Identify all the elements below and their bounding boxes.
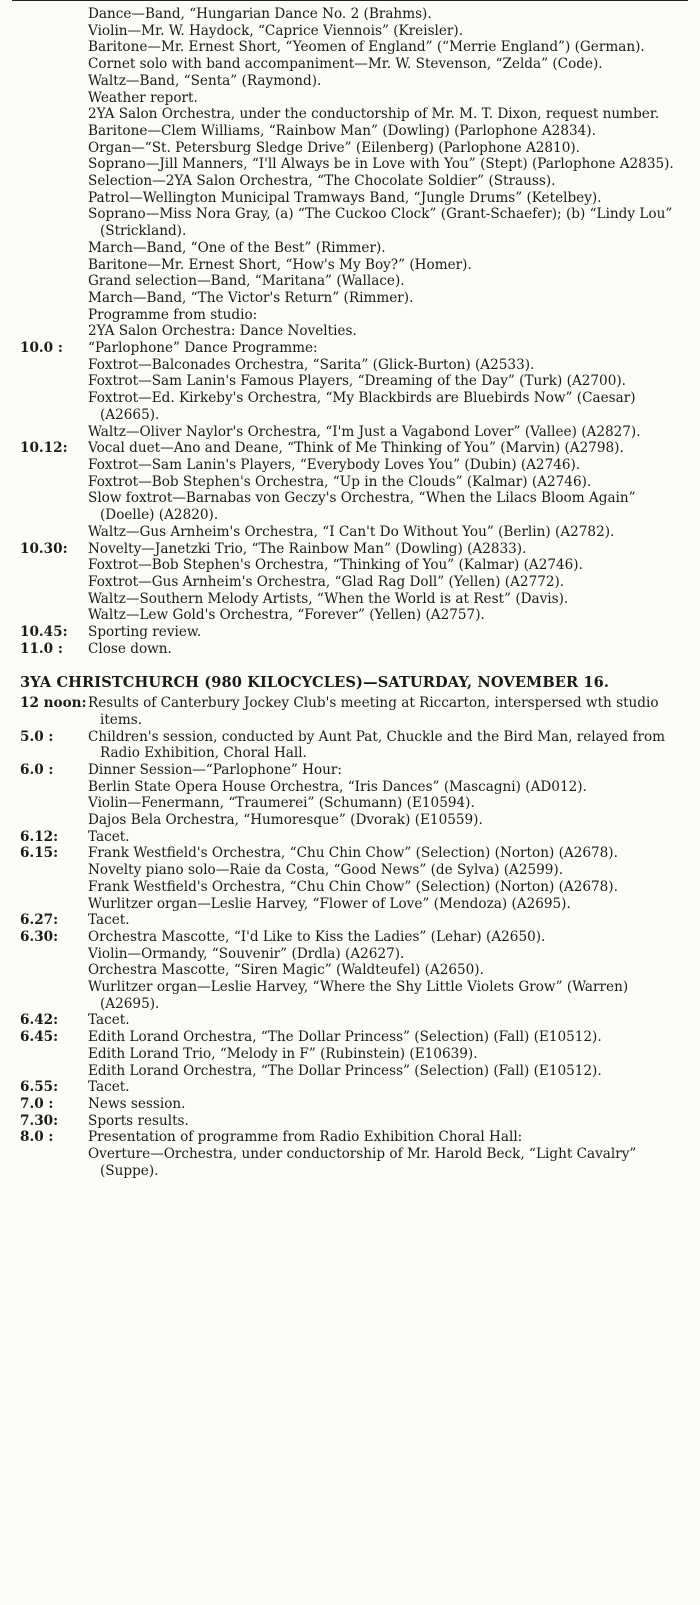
entry-text: News session. — [88, 1096, 186, 1112]
programme-entry — [0, 762, 700, 779]
programme-entry — [0, 156, 700, 173]
programme-entry — [0, 424, 700, 441]
entry-text: Tacet. — [88, 828, 130, 845]
entry-text: Children's session, conducted by Aunt Pat, Chuckle and the Bird Man, relayed from Radio Exhibition, Choral Hall. — [88, 728, 666, 762]
entry-text: Tacet. — [88, 912, 130, 929]
programme-entry — [0, 56, 700, 73]
station-heading-3ya: 3YA CHRISTCHURCH (980 KILOCYCLES)—SATURDAY, NOVEMBER 16. — [20, 674, 610, 692]
entry-text: Dance—Band, “Hungarian Dance No. 2 (Brahms). — [88, 6, 432, 22]
entry-text: Foxtrot—Sam Lanin's Players, “Everybody Loves You” (Dubin) (A2746). — [88, 456, 581, 473]
entry-time: 10.45: — [20, 624, 68, 641]
entry-time: 6.55: — [20, 1079, 59, 1096]
entry-text: Violin—Ormandy, “Souvenir” (Drdla) (A2627). — [88, 945, 405, 962]
entry-text: Slow foxtrot—Barnabas von Geczy's Orchestra, “When the Lilacs Bloom Again” (Doelle) (A2820). — [88, 490, 636, 524]
entry-text: Edith Lorand Trio, “Melody in F” (Rubinstein) (E10639). — [88, 1045, 478, 1062]
entry-text: Berlin State Opera House Orchestra, “Iris Dances” (Mascagni) (AD012). — [88, 778, 587, 795]
entry-text: Novelty—Janetzki Trio, “The Rainbow Man” (Dowling) (A2833). — [88, 540, 527, 557]
entry-text: Violin—Mr. W. Haydock, “Caprice Viennois” (Kreisler). — [88, 22, 464, 39]
entry-text: Sports results. — [88, 1112, 189, 1129]
entry-time: 6.0 : — [20, 761, 54, 778]
entry-text: Waltz—Southern Melody Artists, “When the World is at Rest” (Davis). — [88, 590, 569, 607]
programme-entry — [0, 574, 700, 591]
entry-text: Violin—Fenermann, “Traumerei” (Schumann) (E10594). — [88, 795, 475, 812]
programme-entry — [0, 812, 700, 829]
entry-text: Overture—Orchestra, under conductorship of Mr. Harold Beck, “Light Cavalry” (Suppe). — [88, 1146, 637, 1179]
programme-entry — [0, 1096, 700, 1113]
entry-time: 11.0 : — [20, 640, 63, 657]
entry-text: Results of Canterbury Jockey Club's meeting at Riccarton, interspersed wth studio items. — [88, 695, 659, 728]
entry-text: Vocal duet—Ano and Deane, “Think of Me Thinking of You” (Marvin) (A2798). — [88, 440, 624, 457]
programme-entry — [0, 90, 700, 107]
entry-time: 5.0 : — [20, 728, 54, 745]
programme-entry — [0, 140, 700, 157]
entry-text: Wurlitzer organ—Leslie Harvey, “Where the Shy Little Violets Grow” (Warren) (A2695). — [88, 979, 629, 1012]
entry-text: March—Band, “The Victor's Return” (Rimmer). — [88, 289, 414, 306]
programme-entry — [0, 1113, 700, 1130]
entry-time: 6.27: — [20, 912, 59, 929]
entry-text: Baritone—Mr. Ernest Short, “How's My Boy?” (Homer). — [88, 256, 472, 273]
programme-entry — [0, 896, 700, 913]
entry-text: Tacet. — [88, 1079, 130, 1096]
entry-text: Foxtrot—Gus Arnheim's Orchestra, “Glad Rag Doll” (Yellen) (A2772). — [88, 573, 565, 590]
entry-text: Dinner Session—“Parlophone” Hour: — [88, 761, 343, 778]
entry-time: 6.42: — [20, 1012, 59, 1029]
programme-entry — [0, 340, 700, 357]
programme-entry — [0, 557, 700, 574]
entry-text: Programme from studio: — [88, 306, 258, 323]
programme-entry — [0, 962, 700, 979]
programme-entry — [0, 829, 700, 846]
programme-entry — [0, 946, 700, 963]
programme-entry — [0, 979, 700, 1012]
programme-entry — [0, 373, 700, 390]
programme-entry — [0, 357, 700, 374]
programme-entry — [0, 591, 700, 608]
entry-time: 12 noon: — [20, 695, 87, 712]
programme-entry — [0, 1079, 700, 1096]
programme-entry — [0, 1129, 700, 1146]
entry-time: 10.0 : — [20, 340, 63, 357]
entry-text: Sporting review. — [88, 624, 202, 641]
programme-entry — [0, 457, 700, 474]
entry-text: Foxtrot—Bob Stephen's Orchestra, “Up in the Clouds” (Kalmar) (A2746). — [88, 473, 592, 490]
programme-entry — [0, 190, 700, 207]
entry-text: Novelty piano solo—Raie da Costa, “Good News” (de Sylva) (A2599). — [88, 862, 564, 879]
entry-text: Waltz—Lew Gold's Orchestra, “Forever” (Yellen) (A2757). — [88, 607, 485, 624]
entry-text: Orchestra Mascotte, “Siren Magic” (Waldteufel) (A2650). — [88, 962, 484, 979]
section-3ya-christchurch — [0, 695, 700, 1179]
entry-text: Frank Westfield's Orchestra, “Chu Chin Chow” (Selection) (Norton) (A2678). — [88, 845, 618, 862]
programme-entry — [0, 795, 700, 812]
programme-entry — [0, 474, 700, 491]
entry-time: 6.15: — [20, 845, 59, 862]
entry-text: Weather report. — [88, 89, 198, 106]
entry-text: 2YA Salon Orchestra: Dance Novelties. — [88, 323, 357, 340]
programme-entry — [0, 541, 700, 558]
entry-time: 8.0 : — [20, 1129, 54, 1146]
programme-entry — [0, 440, 700, 457]
entry-text: Edith Lorand Orchestra, “The Dollar Princess” (Selection) (Fall) (E10512). — [88, 1062, 602, 1079]
programme-entry — [0, 1046, 700, 1063]
programme-entry — [0, 206, 700, 239]
programme-entry — [0, 1063, 700, 1080]
entry-text: 2YA Salon Orchestra, under the conductorship of Mr. M. T. Dixon, request number. — [88, 106, 660, 123]
entry-time: 10.30: — [20, 540, 68, 557]
programme-entry — [0, 1012, 700, 1029]
entry-text: Grand selection—Band, “Maritana” (Wallace). — [88, 273, 405, 290]
programme-entry — [0, 323, 700, 340]
programme-entry — [0, 73, 700, 90]
entry-time: 6.12: — [20, 828, 59, 845]
entry-text: Frank Westfield's Orchestra, “Chu Chin Chow” (Selection) (Norton) (A2678). — [88, 878, 618, 895]
entry-time: 7.30: — [20, 1112, 59, 1129]
entry-text: Cornet solo with band accompaniment—Mr. W. Stevenson, “Zelda” (Code). — [88, 56, 603, 73]
entry-time: 7.0 : — [20, 1096, 54, 1112]
programme-entry — [0, 1146, 700, 1179]
entry-text: Foxtrot—Balconades Orchestra, “Sarita” (Glick-Burton) (A2533). — [88, 356, 535, 373]
entry-text: Edith Lorand Orchestra, “The Dollar Princess” (Selection) (Fall) (E10512). — [88, 1029, 602, 1046]
entry-text: Close down. — [88, 640, 172, 657]
entry-text: Baritone—Clem Williams, “Rainbow Man” (Dowling) (Parlophone A2834). — [88, 122, 596, 139]
programme-entry — [0, 257, 700, 274]
programme-entry — [0, 123, 700, 140]
entry-text: Patrol—Wellington Municipal Tramways Band, “Jungle Drums” (Ketelbey). — [88, 189, 602, 206]
entry-text: Orchestra Mascotte, “I'd Like to Kiss the Ladies” (Lehar) (A2650). — [88, 928, 546, 945]
programme-entry — [0, 929, 700, 946]
programme-entry — [0, 912, 700, 929]
entry-text: March—Band, “One of the Best” (Rimmer). — [88, 239, 386, 256]
programme-entry — [0, 1029, 700, 1046]
programme-entry — [0, 862, 700, 879]
entry-time: 6.45: — [20, 1029, 59, 1046]
programme-entry — [0, 641, 700, 658]
entry-text: Presentation of programme from Radio Exhibition Choral Hall: — [88, 1129, 523, 1146]
entry-text: Tacet. — [88, 1012, 130, 1029]
programme-listing — [0, 6, 700, 1180]
programme-entry — [0, 779, 700, 796]
entry-text: Foxtrot—Bob Stephen's Orchestra, “Thinking of You” (Kalmar) (A2746). — [88, 557, 583, 574]
programme-entry — [0, 240, 700, 257]
programme-entry — [0, 290, 700, 307]
programme-entry — [0, 23, 700, 40]
programme-entry — [0, 607, 700, 624]
entry-text: Soprano—Miss Nora Gray, (a) “The Cuckoo Clock” (Grant-Schaefer); (b) “Lindy Lou” (Strickland). — [88, 206, 673, 240]
entry-text: Organ—“St. Petersburg Sledge Drive” (Eilenberg) (Parlophone A2810). — [88, 139, 580, 156]
entry-text: Dajos Bela Orchestra, “Humoresque” (Dvorak) (E10559). — [88, 812, 483, 829]
entry-text: Soprano—Jill Manners, “I'll Always be in Love with You” (Stept) (Parlophone A2835). — [88, 156, 674, 173]
programme-entry — [0, 879, 700, 896]
entry-time: 6.30: — [20, 928, 59, 945]
programme-entry — [0, 490, 700, 523]
entry-text: Waltz—Band, “Senta” (Raymond). — [88, 72, 322, 89]
programme-entry — [0, 307, 700, 324]
programme-entry — [0, 729, 700, 762]
entry-text: Waltz—Oliver Naylor's Orchestra, “I'm Just a Vagabond Lover” (Vallee) (A2827). — [88, 423, 641, 440]
entry-text: Wurlitzer organ—Leslie Harvey, “Flower of Love” (Mendoza) (A2695). — [88, 895, 571, 912]
programme-entry — [0, 273, 700, 290]
section-2ya-continuation — [0, 6, 700, 657]
programme-entry — [0, 106, 700, 123]
programme-entry — [0, 39, 700, 56]
programme-entry — [0, 524, 700, 541]
programme-entry — [0, 624, 700, 641]
entry-text: “Parlophone” Dance Programme: — [88, 340, 318, 357]
entry-text: Foxtrot—Sam Lanin's Famous Players, “Dreaming of the Day” (Turk) (A2700). — [88, 373, 626, 390]
entry-text: Foxtrot—Ed. Kirkeby's Orchestra, “My Blackbirds are Bluebirds Now” (Caesar) (A2665). — [88, 390, 636, 423]
entry-text: Waltz—Gus Arnheim's Orchestra, “I Can't Do Without You” (Berlin) (A2782). — [88, 523, 615, 540]
programme-entry — [0, 390, 700, 423]
entry-time: 10.12: — [20, 440, 68, 457]
programme-entry — [0, 173, 700, 190]
programme-entry — [0, 6, 700, 23]
entry-text: Selection—2YA Salon Orchestra, “The Chocolate Soldier” (Strauss). — [88, 173, 556, 190]
programme-entry — [0, 695, 700, 728]
entry-text: Baritone—Mr. Ernest Short, “Yeomen of England” (“Merrie England”) (German). — [88, 39, 645, 56]
top-rule — [12, 0, 688, 1]
programme-entry — [0, 845, 700, 862]
